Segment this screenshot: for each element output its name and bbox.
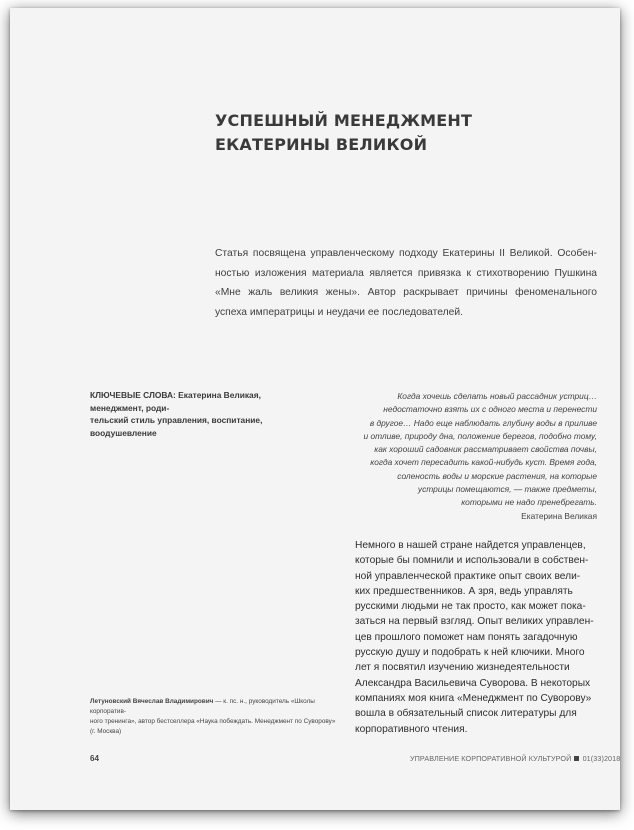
epigraph-line: Когда хочешь сделать новый рассадник устриц… [397, 391, 597, 401]
journal-name: УПРАВЛЕНИЕ КОРПОРАТИВНОЙ КУЛЬТУРОЙ [410, 754, 572, 763]
author-note [90, 697, 340, 737]
keywords-label: КЛЮЧЕВЫЕ СЛОВА: [90, 390, 176, 400]
epigraph-line: как хороший садовник рассматривает свойства почвы, [374, 444, 597, 455]
keywords-line: Екатерина Великая, менеджмент, роди- [90, 390, 261, 413]
page-number: 64 [90, 754, 99, 763]
epigraph-line: когда хочет пересадить какой-нибудь куст. Время года, [370, 457, 597, 468]
epigraph-quote [363, 391, 597, 507]
keywords-block [90, 389, 316, 439]
epigraph-line: устрицы помещаются, — также предметы, [417, 484, 597, 495]
epigraph-line: недостаточно взять их с одного места и перенести [383, 404, 597, 415]
author-note-line: ного тренинга», автор бестселлера «Наука побеждать. Менеджмент по Суворову» (г. Москва) [90, 718, 336, 735]
body-line: компаниях моя книга «Менеджмент по Суворову» [355, 692, 592, 704]
body-line: цев прошлого поможет нам понять загадочную [355, 631, 578, 643]
article-body [355, 538, 598, 737]
epigraph-line: в другое… Надо еще наблюдать глубину воды в приливе [369, 417, 597, 428]
issue-number: 01(33)2018 [582, 754, 621, 763]
article-title [215, 109, 545, 157]
title-line: ЕКАТЕРИНЫ ВЕЛИКОЙ [215, 135, 428, 154]
body-line: русскими людьми не так просто, как может пока- [355, 601, 586, 613]
title-line: УСПЕШНЫЙ МЕНЕДЖМЕНТ [215, 111, 473, 130]
author-name: Летуновский Вячеслав Владимирович [90, 698, 214, 705]
body-line: Немного в нашей стране найдется управленцев, [355, 540, 586, 551]
abstract-line: Статья посвящена управленческому подходу Екатерины II Великой. Особен- [215, 248, 597, 259]
body-line: лет я посвятил изучению жизнедеятельности [355, 662, 570, 674]
body-line: Александра Васильевича Суворова. В некоторых [355, 677, 591, 689]
epigraph [340, 390, 597, 523]
epigraph-author: Екатерина Великая [521, 510, 597, 521]
square-separator-icon [574, 756, 579, 761]
body-line: которые бы помнили и использовали в собствен- [355, 555, 589, 567]
body-line: вошла в обязательный список литературы для [355, 708, 577, 720]
body-line: ной управленческой практике опыт своих вели- [355, 570, 581, 582]
keywords-line: тельский стиль управления, воспитание, воодушевление [90, 415, 263, 438]
running-footer [410, 754, 621, 763]
abstract-line: императрицы и неудачи ее последователей. [249, 306, 464, 318]
body-line: заться на первый взгляд. Опыт великих управлен- [355, 616, 594, 628]
abstract-line: «Мне жаль великия жены». Автор раскрывает причины феноменального успеха [215, 287, 597, 318]
article-abstract [215, 244, 597, 322]
body-line: корпоративного чтения. [355, 723, 468, 735]
magazine-page [10, 8, 620, 810]
epigraph-line: соленость воды и морские растения, на которые [397, 470, 597, 481]
epigraph-line: и отливе, природу дна, положение берегов, подобно тому, [363, 430, 597, 441]
abstract-line: ностью изложения материала является привязка к стихотворению Пушкина [215, 267, 597, 279]
body-line: ких предшественников. А зря, ведь управлять [355, 585, 573, 597]
author-note-line: — к. пс. н., руководитель «Школы корпоратив- [90, 698, 315, 715]
epigraph-line: которыми не надо пренебрегать. [461, 497, 597, 508]
body-line: русскую душу и подобрать к ней ключики. Много [355, 647, 585, 659]
